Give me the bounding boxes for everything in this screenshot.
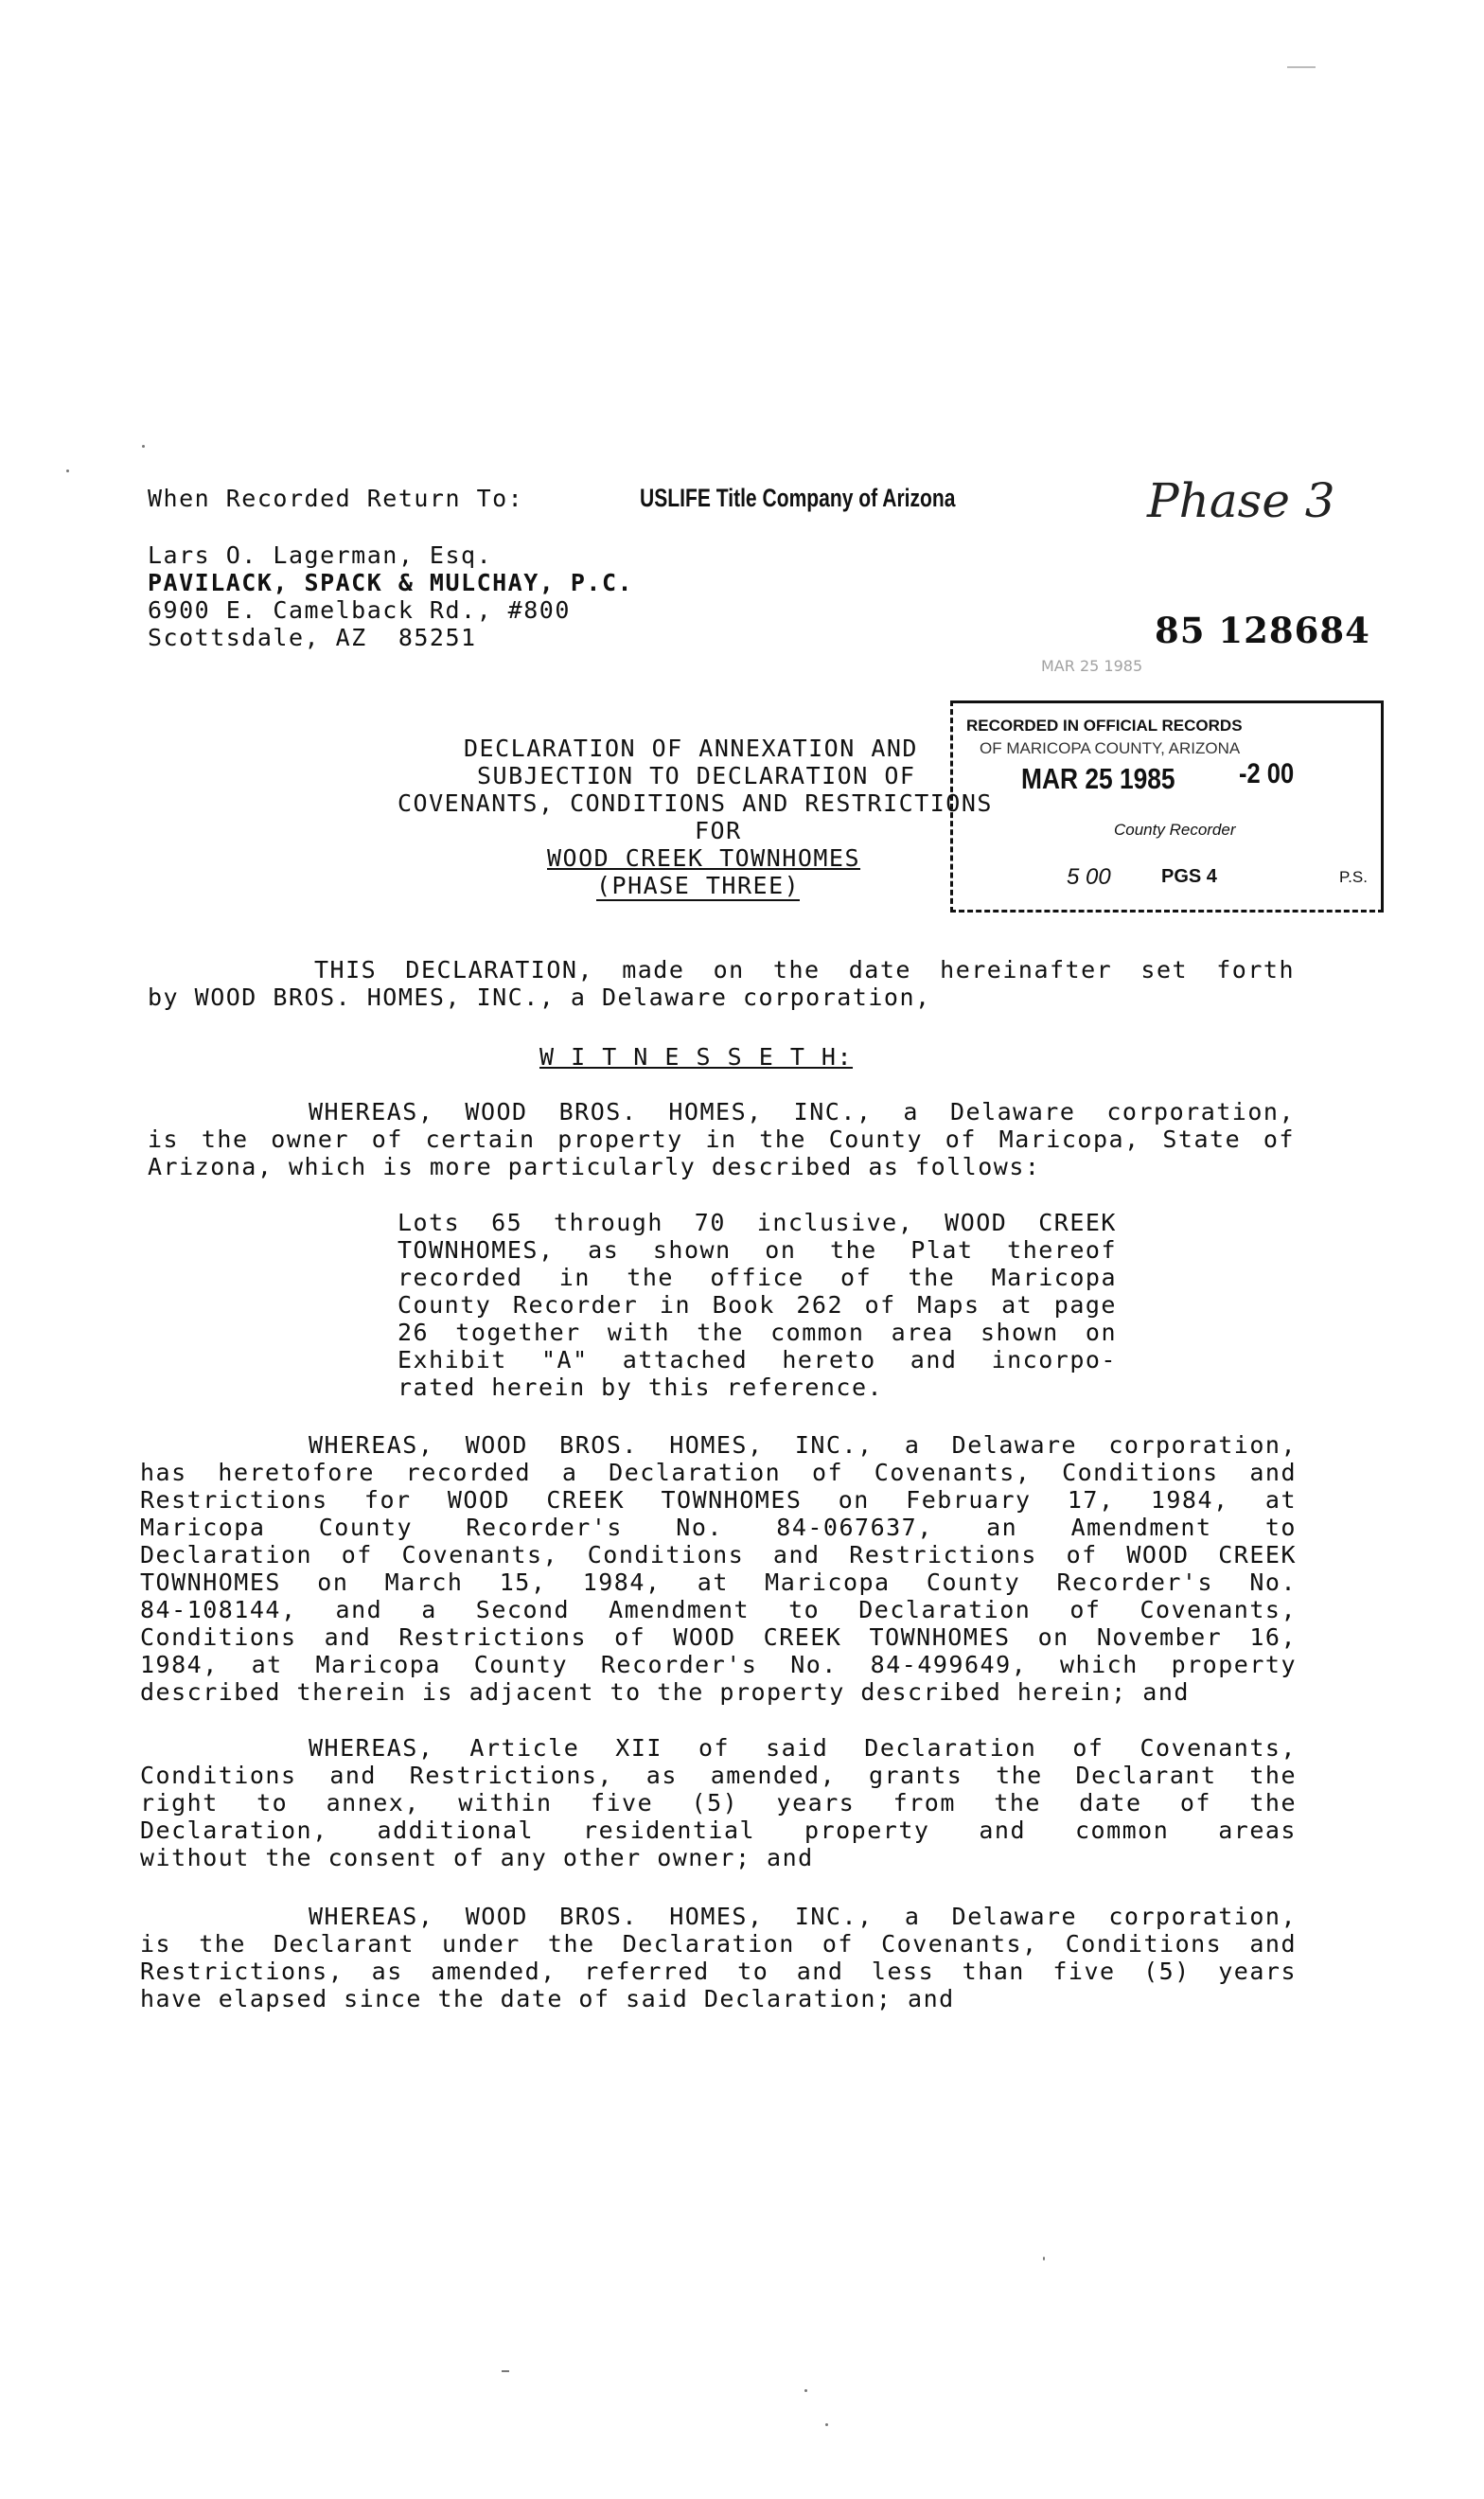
recital-paragraph-2	[140, 1431, 1297, 1706]
recital-paragraph-3	[140, 1734, 1297, 1871]
legal-line: rated herein by this reference.	[398, 1374, 884, 1401]
recital-line: described therein is adjacent to the property described herein; and	[140, 1678, 1190, 1706]
recital-line: WHEREAS, WOOD BROS. HOMES, INC., a Delaware corporation,	[309, 1903, 1297, 1930]
intro-line: by WOOD BROS. HOMES, INC., a Delaware corporation,	[148, 984, 931, 1011]
stamp-county-line: OF MARICOPA COUNTY, ARIZONA	[980, 739, 1241, 757]
legal-line: TOWNHOMES, as shown on the Plat thereof	[398, 1236, 1117, 1264]
recital-line: has heretofore recorded a Declaration of Covenants, Conditions and	[140, 1459, 1297, 1486]
handwritten-phase-note: Phase 3	[1147, 473, 1335, 528]
recital-line: Arizona, which is more particularly described as follows:	[148, 1153, 1041, 1180]
intro-line: THIS DECLARATION, made on the date hereinafter set forth	[314, 956, 1295, 984]
recital-line: Declaration, additional residential property and common areas	[140, 1817, 1297, 1844]
recital-line: Maricopa County Recorder's No. 84-067637, an Amendment to	[140, 1514, 1297, 1541]
recital-line: is the owner of certain property in the County of Maricopa, State of	[148, 1125, 1295, 1153]
stamp-pages: PGS 4	[1161, 866, 1217, 887]
witnesseth-heading	[539, 1043, 853, 1071]
recital-line: is the Declarant under the Declaration of Covenants, Conditions and	[140, 1930, 1297, 1958]
recital-line: WHEREAS, WOOD BROS. HOMES, INC., a Delaware corporation,	[309, 1431, 1297, 1459]
recital-line: right to annex, within five (5) years from the date of the	[140, 1789, 1297, 1817]
faded-stamp-mark: MAR 25 1985	[1041, 657, 1143, 675]
recording-number: 85 128684	[1155, 610, 1370, 651]
legal-line: recorded in the office of the Maricopa	[398, 1264, 1117, 1291]
intro-paragraph	[148, 956, 1295, 1011]
scan-speck	[1043, 2257, 1045, 2260]
firm-name: PAVILACK, SPACK & MULCHAY, P.C.	[148, 569, 634, 596]
recital-line: Restrictions, as amended, referred to and less than five (5) years	[140, 1958, 1297, 1985]
stamp-date: MAR 25 1985	[1021, 762, 1175, 795]
scan-speck	[66, 470, 69, 472]
recital-line: Conditions and Restrictions of WOOD CREEK TOWNHOMES on November 16,	[140, 1623, 1297, 1651]
recital-line: Restrictions for WOOD CREEK TOWNHOMES on February 17, 1984, at	[140, 1486, 1297, 1514]
scan-speck	[502, 2370, 509, 2372]
recital-line: WHEREAS, Article XII of said Declaration of Covenants,	[309, 1734, 1297, 1762]
legal-line: Lots 65 through 70 inclusive, WOOD CREEK	[398, 1209, 1117, 1236]
recital-line: WHEREAS, WOOD BROS. HOMES, INC., a Delaware corporation,	[309, 1098, 1295, 1125]
stamp-time: -2 00	[1239, 758, 1295, 789]
phase-label-text: (PHASE THREE)	[596, 872, 801, 899]
recital-line: 84-108144, and a Second Amendment to Declaration of Covenants,	[140, 1596, 1297, 1623]
recital-paragraph-1	[148, 1098, 1295, 1180]
stamp-ps: P.S.	[1339, 868, 1368, 886]
title-line: COVENANTS, CONDITIONS AND RESTRICTIONS	[398, 789, 993, 817]
scan-speck	[804, 2389, 807, 2392]
witnesseth-text: W I T N E S S E T H:	[539, 1043, 854, 1071]
return-to-label: When Recorded Return To:	[148, 485, 524, 512]
return-address	[148, 541, 633, 651]
project-name-text: WOOD CREEK TOWNHOMES	[547, 844, 861, 872]
project-name	[379, 844, 1022, 872]
stamp-fee: 5 00	[1067, 864, 1111, 890]
stamp-recorded-line: RECORDED IN OFFICIAL RECORDS	[966, 717, 1243, 735]
address-line: Scottsdale, AZ 85251	[148, 624, 477, 651]
recital-paragraph-4	[140, 1903, 1297, 2012]
scan-speck	[825, 2423, 828, 2426]
legal-line: 26 together with the common area shown on	[398, 1319, 1117, 1346]
recital-line: Declaration of Covenants, Conditions and Restrictions of WOOD CREEK	[140, 1541, 1297, 1569]
title-company-stamp: USLIFE Title Company of Arizona	[640, 484, 956, 512]
recital-line: 1984, at Maricopa County Recorder's No. 84-499649, which property	[140, 1651, 1297, 1678]
address-line: 6900 E. Camelback Rd., #800	[148, 596, 571, 624]
phase-label	[379, 872, 1022, 899]
title-line: DECLARATION OF ANNEXATION AND	[464, 735, 918, 762]
document-title	[379, 735, 1022, 899]
title-line: SUBJECTION TO DECLARATION OF	[477, 762, 916, 789]
recital-line: Conditions and Restrictions, as amended, grants the Declarant the	[140, 1762, 1297, 1789]
title-line: FOR	[695, 817, 742, 844]
legal-line: County Recorder in Book 262 of Maps at page	[398, 1291, 1117, 1319]
recital-line: TOWNHOMES on March 15, 1984, at Maricopa County Recorder's No.	[140, 1569, 1297, 1596]
scan-speck	[1287, 66, 1316, 68]
legal-description	[398, 1209, 1117, 1401]
legal-line: Exhibit "A" attached hereto and incorpo-	[398, 1346, 1117, 1374]
address-line: Lars O. Lagerman, Esq.	[148, 541, 493, 569]
scan-speck	[142, 445, 145, 448]
stamp-recorder: County Recorder	[1114, 821, 1236, 839]
recital-line: have elapsed since the date of said Declaration; and	[140, 1985, 955, 2012]
recital-line: without the consent of any other owner; and	[140, 1844, 814, 1871]
